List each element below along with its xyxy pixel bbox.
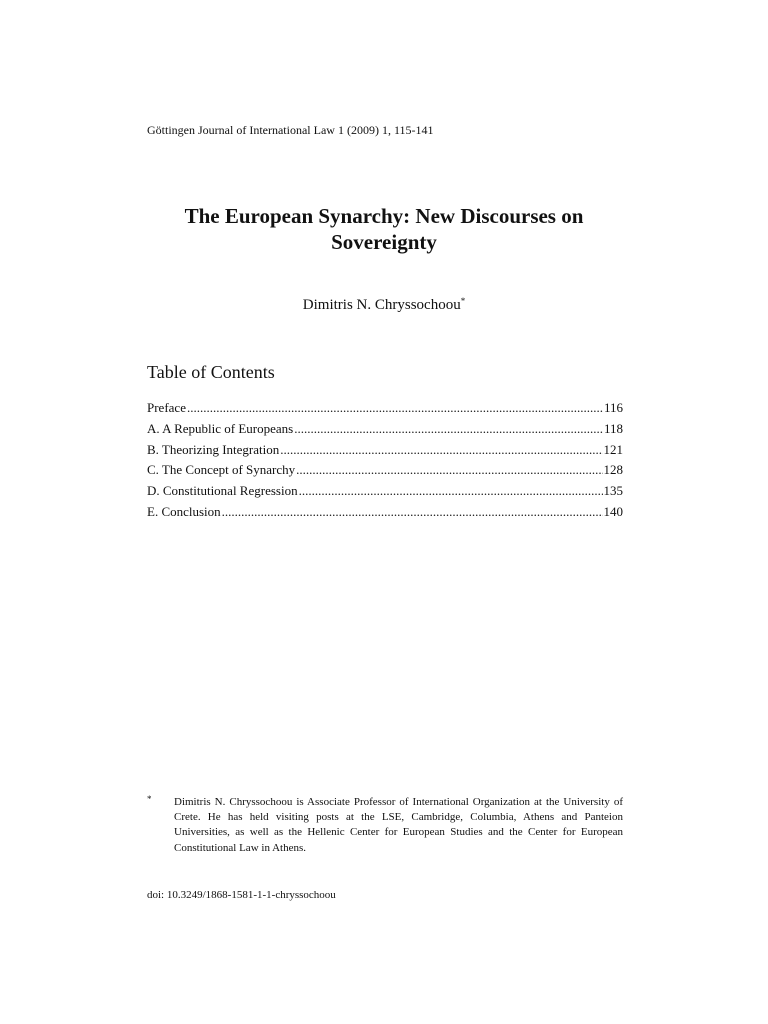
footnote-marker: * <box>147 794 152 804</box>
doi-line: doi: 10.3249/1868-1581-1-1-chryssochoou <box>147 889 336 901</box>
toc-entry-label: D. Constitutional Regression <box>147 483 298 499</box>
toc-entry-d[interactable] <box>147 481 623 502</box>
toc-heading: Table of Contents <box>147 362 275 382</box>
toc-entry-label: E. Conclusion <box>147 503 221 519</box>
journal-citation: Göttingen Journal of International Law 1 (2009) 1, 115-141 <box>147 123 434 137</box>
article-title-line-2: Sovereignty <box>331 230 437 254</box>
toc-entry-preface[interactable] <box>147 398 623 419</box>
toc-leader-dots <box>280 440 602 461</box>
author-footnote <box>147 795 623 856</box>
table-of-contents <box>147 398 623 523</box>
toc-entry-a[interactable] <box>147 419 623 440</box>
author-footnote-marker[interactable]: * <box>460 296 466 306</box>
toc-entry-label: C. The Concept of Synarchy <box>147 462 296 478</box>
toc-entry-c[interactable] <box>147 460 623 481</box>
toc-entry-e[interactable] <box>147 502 623 523</box>
footnote-text: Dimitris N. Chryssochoou is Associate Professor of International Organization at the University of Crete. He has held visiting posts at the LSE, Cambridge, Columbia, Athens and Panteion Universities, as well as the Hellenic Center for European Studies and the Center for European Constitutional Law in Athens. <box>174 796 623 854</box>
toc-entry-page: 118 <box>603 420 623 436</box>
toc-entry-page: 140 <box>603 503 623 519</box>
toc-leader-dots <box>299 481 603 502</box>
toc-entry-label: A. A Republic of Europeans <box>147 420 294 436</box>
article-title-line-1: The European Synarchy: New Discourses on <box>184 204 584 228</box>
article-title <box>120 203 648 255</box>
toc-leader-dots <box>222 502 603 523</box>
toc-entry-label: Preface <box>147 400 186 415</box>
toc-entry-page: 116 <box>603 400 623 415</box>
toc-leader-dots <box>296 460 602 481</box>
toc-entry-page: 121 <box>603 441 623 457</box>
toc-entry-label: B. Theorizing Integration <box>147 441 280 457</box>
toc-leader-dots <box>187 398 603 419</box>
toc-entry-page: 135 <box>603 483 623 499</box>
author-byline <box>120 296 648 314</box>
toc-entry-page: 128 <box>603 462 623 478</box>
toc-entry-b[interactable] <box>147 440 623 461</box>
author-name: Dimitris N. Chryssochoou <box>302 297 461 313</box>
toc-leader-dots <box>294 419 603 440</box>
